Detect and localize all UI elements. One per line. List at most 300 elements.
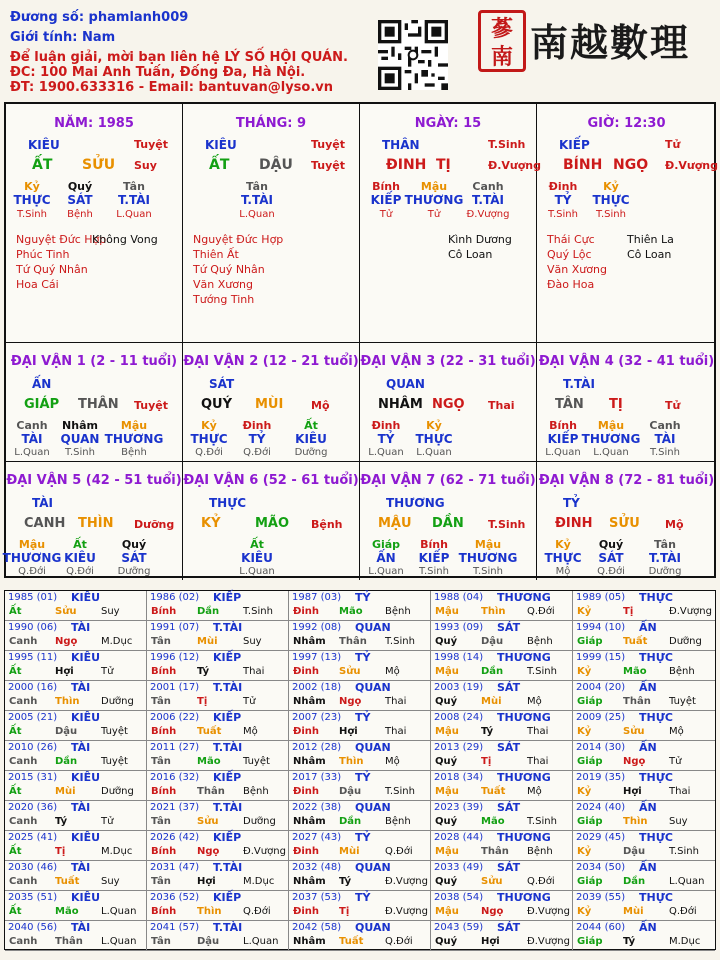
dv-hidden-stage: L.Quan (239, 566, 275, 577)
star-2: Văn Xương (547, 263, 607, 276)
hidden-stem: Tân (123, 180, 145, 193)
hidden-stage: L.Quan (116, 209, 152, 220)
year-label: 1993 (09) (434, 622, 484, 633)
year-stage: Tuyệt (101, 726, 128, 737)
year-god: ẤN (639, 741, 657, 754)
year-stem: Tân (151, 876, 171, 887)
dv-hidden-stage: L.Quan (545, 447, 581, 458)
dv-hidden-god: THỰC (544, 551, 582, 565)
year-god: T.TÀI (213, 741, 243, 754)
year-cell (431, 651, 573, 681)
dv-hidden-stage: Bệnh (121, 447, 147, 458)
year-stem: Giáp (577, 756, 603, 767)
year-cell (431, 591, 573, 621)
year-stage: M.Dục (669, 936, 701, 947)
year-branch: Tị (481, 756, 492, 767)
year-label: 2032 (48) (292, 862, 342, 873)
year-cell (431, 861, 573, 891)
year-label: 2040 (56) (8, 922, 58, 933)
year-stem: Nhâm (293, 636, 326, 647)
year-god: TÀI (71, 861, 91, 874)
dai-van-stem: QUÝ (201, 397, 233, 412)
year-stage: T.Sinh (385, 636, 415, 647)
year-branch: Mão (339, 606, 363, 617)
hidden-god: KIẾP (370, 193, 402, 207)
year-label: 2027 (43) (292, 832, 342, 843)
year-branch: Tị (55, 846, 66, 857)
pillar-2 (183, 104, 360, 342)
dai-van-stage: T.Sinh (488, 518, 526, 531)
star-2: Tứ Quý Nhân (16, 263, 88, 276)
year-cell (289, 771, 431, 801)
year-label: 1994 (10) (576, 622, 626, 633)
year-stage: Thai (385, 696, 407, 707)
dv-hidden-stage: Q.Đới (195, 447, 223, 458)
year-stage: Bệnh (527, 846, 553, 857)
year-branch: Tuất (197, 726, 222, 737)
year-cell (147, 741, 289, 771)
year-stem: Quý (435, 816, 458, 827)
year-stem: Giáp (577, 876, 603, 887)
year-stem: Canh (9, 756, 38, 767)
earthly-branch: NGỌ (613, 157, 649, 173)
year-stage: Dưỡng (101, 696, 134, 707)
year-stage: Mộ (669, 726, 684, 737)
year-label: 1992 (08) (292, 622, 342, 633)
year-stage: Suy (669, 816, 688, 827)
hidden-god: T.TÀI (472, 193, 504, 207)
dv-hidden-god: SÁT (598, 551, 624, 565)
year-branch: Thân (481, 846, 509, 857)
hidden-stage: T.Sinh (17, 209, 47, 220)
pillar-3 (360, 104, 542, 342)
dv-hidden-god: THƯƠNG (104, 432, 164, 446)
year-cell (5, 681, 147, 711)
dv-hidden-stem: Kỷ (201, 419, 217, 432)
year-god: QUAN (355, 681, 391, 694)
year-branch: Tý (481, 726, 494, 737)
year-god: KIẾP (213, 891, 242, 904)
year-stage: Thai (527, 726, 549, 737)
year-cell (147, 921, 289, 951)
year-label: 2036 (52) (150, 892, 200, 903)
year-god: THỰC (639, 651, 673, 664)
year-cell (573, 711, 715, 741)
year-stem: Tân (151, 936, 171, 947)
year-branch: Tý (339, 876, 352, 887)
year-label: 1987 (03) (292, 592, 342, 603)
dai-van-stem: NHÂM (378, 397, 423, 412)
year-stem: Ất (9, 846, 22, 857)
year-cell (5, 741, 147, 771)
dv-hidden-stage: Q.Đới (18, 566, 46, 577)
dv-hidden-stage: L.Quan (593, 447, 629, 458)
year-stage: M.Dục (243, 876, 275, 887)
year-stem: Kỷ (577, 606, 592, 617)
year-label: 2004 (20) (576, 682, 626, 693)
star-3: Hoa Cái (16, 278, 59, 291)
year-god: QUAN (355, 861, 391, 874)
year-stage: Bệnh (527, 636, 553, 647)
dai-van-title: ĐẠI VẬN 4 (32 - 41 tuổi) (538, 354, 715, 369)
year-branch: Ngọ (481, 906, 504, 917)
year-label: 2037 (53) (292, 892, 342, 903)
year-god: TỶ (355, 891, 371, 904)
hidden-stem: Quý (67, 180, 93, 193)
year-god: QUAN (355, 921, 391, 934)
year-stage: T.Sinh (669, 846, 699, 857)
year-branch: Dần (623, 876, 646, 887)
year-god: T.TÀI (213, 681, 243, 694)
dai-van-god: T.TÀI (563, 377, 595, 391)
dv-hidden-stage: L.Quan (14, 447, 50, 458)
dv-hidden-god: THỰC (190, 432, 228, 446)
dv-hidden-stem: Mậu (474, 538, 502, 551)
year-god: KIÊU (71, 831, 101, 844)
hidden-god: T.TÀI (118, 193, 150, 207)
year-cell (431, 681, 573, 711)
year-stage: Q.Đới (243, 906, 271, 917)
star-3: Đào Hoa (547, 278, 595, 291)
year-god: KIÊU (71, 651, 101, 664)
year-cell (147, 831, 289, 861)
qr-code-icon (378, 20, 448, 90)
year-label: 2002 (18) (292, 682, 342, 693)
year-label: 2013 (29) (434, 742, 484, 753)
year-cell (573, 861, 715, 891)
year-branch: Mùi (55, 786, 76, 797)
dv-hidden-god: TỶ (248, 432, 266, 446)
dai-van-title: ĐẠI VẬN 1 (2 - 11 tuổi) (10, 354, 178, 369)
year-branch: Dần (339, 816, 362, 827)
dv-hidden-god: TÀI (654, 432, 676, 446)
year-cell (147, 861, 289, 891)
dv-hidden-stem: Mậu (597, 419, 625, 432)
year-cell (573, 831, 715, 861)
dv-hidden-stem: Ất (250, 538, 264, 551)
year-stem: Kỷ (577, 786, 592, 797)
year-god: QUAN (355, 741, 391, 754)
stage-top: Tử (665, 138, 681, 151)
year-cell (431, 711, 573, 741)
year-god: THƯƠNG (497, 831, 551, 844)
dai-van-stem: CANH (24, 516, 66, 531)
year-god: THƯƠNG (497, 591, 551, 604)
year-god: KIẾP (213, 831, 242, 844)
year-cell (5, 711, 147, 741)
year-god: SÁT (497, 921, 521, 934)
dai-van-branch: NGỌ (432, 397, 465, 412)
year-stem: Đinh (293, 906, 320, 917)
dv-hidden-stage: L.Quan (416, 447, 452, 458)
star-1: Phúc Tinh (16, 248, 70, 261)
year-label: 2018 (34) (434, 772, 484, 783)
year-label: 2010 (26) (8, 742, 58, 753)
stage-top: T.Sinh (488, 138, 526, 151)
dai-van-god: ẤN (32, 377, 52, 391)
hidden-stem: Kỷ (603, 180, 619, 193)
year-cell (289, 801, 431, 831)
stem-god: KIÊU (28, 138, 60, 152)
year-stem: Đinh (293, 606, 320, 617)
year-stem: Mậu (435, 846, 459, 857)
dv-hidden-stem: Đinh (371, 419, 401, 432)
dv-hidden-stem: Quý (598, 538, 624, 551)
year-label: 2034 (50) (576, 862, 626, 873)
year-cell (573, 891, 715, 921)
hidden-stem: Kỷ (24, 180, 40, 193)
year-branch: Thân (339, 636, 367, 647)
year-god: KIÊU (71, 771, 101, 784)
year-stem: Nhâm (293, 876, 326, 887)
year-branch: Mùi (339, 846, 360, 857)
year-stem: Mậu (435, 666, 459, 677)
year-stem: Canh (9, 636, 38, 647)
address-line: ĐC: 100 Mai Anh Tuấn, Đống Đa, Hà Nội. (10, 65, 306, 80)
hidden-stage: T.Sinh (548, 209, 578, 220)
dai-van-stage: Thai (488, 399, 515, 412)
year-cell (5, 591, 147, 621)
hidden-god: T.TÀI (241, 193, 273, 207)
year-cell (5, 891, 147, 921)
hidden-stage: L.Quan (239, 209, 275, 220)
year-god: KIẾP (213, 651, 242, 664)
year-cell (573, 591, 715, 621)
year-cell (573, 801, 715, 831)
year-cell (147, 591, 289, 621)
year-stem: Kỷ (577, 906, 592, 917)
dv-hidden-god: SÁT (121, 551, 147, 565)
owner-line: Đương số: phamlanh009 (10, 10, 189, 25)
year-stem: Quý (435, 636, 458, 647)
dv-hidden-stage: L.Quan (368, 566, 404, 577)
year-cell (289, 921, 431, 951)
year-label: 2044 (60) (576, 922, 626, 933)
year-stem: Nhâm (293, 696, 326, 707)
year-stage: Bệnh (385, 606, 411, 617)
year-stage: Suy (101, 606, 120, 617)
heavenly-stem: ẤT (32, 157, 53, 173)
year-cell (573, 741, 715, 771)
hidden-stem: Tân (246, 180, 268, 193)
dv-hidden-stem: Canh (649, 419, 681, 432)
year-label: 1990 (06) (8, 622, 58, 633)
dai-van-1 (6, 342, 183, 461)
year-god: SÁT (497, 801, 521, 814)
year-god: TÀI (71, 741, 91, 754)
year-branch: Thân (623, 696, 651, 707)
dai-van-branch: TỊ (609, 397, 623, 412)
year-cell (431, 891, 573, 921)
year-branch: Dậu (339, 786, 362, 797)
dai-van-god: THƯƠNG (386, 496, 445, 510)
year-label: 1985 (01) (8, 592, 58, 603)
pillar-title: NĂM: 1985 (54, 116, 134, 131)
year-stem: Mậu (435, 906, 459, 917)
year-stage: Q.Đới (527, 876, 555, 887)
star2-1: Cô Loan (627, 248, 672, 261)
year-branch: Sửu (55, 606, 77, 617)
year-label: 2043 (59) (434, 922, 484, 933)
dai-van-title: ĐẠI VẬN 7 (62 - 71 tuổi) (360, 473, 536, 488)
year-branch: Sửu (339, 666, 361, 677)
dv-hidden-stem: Ất (73, 538, 87, 551)
year-stage: Đ.Vượng (669, 606, 712, 617)
dai-van-5 (2, 461, 183, 580)
year-stage: Đ.Vượng (385, 906, 428, 917)
dv-hidden-stage: Dưỡng (294, 447, 328, 458)
year-branch: Mão (481, 816, 505, 827)
dai-van-stage: Mộ (665, 518, 684, 531)
year-label: 2026 (42) (150, 832, 200, 843)
dv-hidden-stage: Q.Đới (66, 566, 94, 577)
hidden-stem: Đinh (548, 180, 578, 193)
year-stage: T.Sinh (527, 666, 557, 677)
dai-van-stage: Tuyệt (134, 399, 169, 412)
year-stage: Mộ (243, 726, 258, 737)
year-god: TÀI (71, 621, 91, 634)
year-stem: Mậu (435, 786, 459, 797)
year-god: SÁT (497, 621, 521, 634)
year-stage: Q.Đới (385, 936, 413, 947)
year-branch: Mùi (197, 636, 218, 647)
dv-hidden-stage: T.Sinh (65, 447, 95, 458)
dai-van-stage: Mộ (311, 399, 330, 412)
hidden-stage: Tử (427, 209, 441, 220)
dai-van-branch: THÌN (78, 516, 114, 531)
year-branch: Tuất (55, 876, 80, 887)
hidden-stage: Bệnh (67, 209, 93, 220)
year-stage: Tử (101, 666, 114, 677)
star-4: Tướng Tinh (193, 293, 255, 306)
brand-title: 南越數理 (530, 20, 691, 65)
year-stem: Canh (9, 696, 38, 707)
year-branch: Dậu (481, 636, 504, 647)
year-cell (147, 801, 289, 831)
gender-line: Giới tính: Nam (10, 30, 116, 45)
year-label: 2025 (41) (8, 832, 58, 843)
phone-email-line: ĐT: 1900.633316 - Email: bantuvan@lyso.vn (10, 80, 334, 95)
star2-1: Cô Loan (448, 248, 493, 261)
year-branch: Thìn (55, 696, 80, 707)
pillar-4 (537, 104, 719, 342)
year-stem: Nhâm (293, 756, 326, 767)
dv-hidden-stage: Mộ (555, 566, 571, 577)
year-stage: Q.Đới (669, 906, 697, 917)
dv-hidden-god: QUAN (60, 432, 100, 446)
year-cell (5, 771, 147, 801)
year-label: 2030 (46) (8, 862, 58, 873)
year-label: 2009 (25) (576, 712, 626, 723)
year-branch: Tuất (339, 936, 364, 947)
year-branch: Tị (623, 606, 634, 617)
year-branch: Hợi (481, 936, 500, 947)
year-branch: Hợi (197, 876, 216, 887)
year-stem: Đinh (293, 726, 320, 737)
year-branch: Dậu (197, 936, 220, 947)
year-branch: Sửu (197, 816, 219, 827)
stem-god: THÂN (382, 138, 420, 152)
year-stage: Tử (101, 816, 114, 827)
star-1: Quý Lộc (547, 248, 592, 261)
year-cell (147, 681, 289, 711)
year-god: TÀI (71, 681, 91, 694)
year-cell (573, 681, 715, 711)
hidden-god: TỶ (554, 193, 572, 207)
year-stage: M.Dục (101, 636, 133, 647)
year-god: T.TÀI (213, 861, 243, 874)
year-branch: Hợi (55, 666, 74, 677)
year-stage: Tử (243, 696, 256, 707)
year-god: KIÊU (71, 891, 101, 904)
year-stem: Bính (151, 606, 177, 617)
dai-van-title: ĐẠI VẬN 3 (22 - 31 tuổi) (360, 354, 536, 369)
year-stem: Ất (9, 666, 22, 677)
dai-van-2 (183, 342, 360, 461)
year-stage: Đ.Vượng (527, 936, 570, 947)
year-god: THỰC (639, 591, 673, 604)
dv-hidden-god: THƯƠNG (2, 551, 62, 565)
year-stage: Q.Đới (527, 606, 555, 617)
year-god: TỶ (355, 711, 371, 724)
year-stem: Kỷ (577, 726, 592, 737)
year-label: 2012 (28) (292, 742, 342, 753)
year-stage: Thai (243, 666, 265, 677)
hidden-stage: Đ.Vượng (466, 209, 510, 220)
year-god: THỰC (639, 891, 673, 904)
dv-hidden-stem: Tân (654, 538, 676, 551)
year-stem: Ất (9, 906, 22, 917)
year-cell (289, 591, 431, 621)
year-label: 2022 (38) (292, 802, 342, 813)
year-stem: Quý (435, 936, 458, 947)
year-stage: T.Sinh (385, 786, 415, 797)
year-cell (289, 681, 431, 711)
year-stem: Quý (435, 876, 458, 887)
year-stage: Mộ (527, 786, 542, 797)
year-cell (289, 891, 431, 921)
dai-van-stage: Tử (665, 399, 681, 412)
year-branch: Dần (481, 666, 504, 677)
year-stage: Tuyệt (669, 696, 696, 707)
dv-hidden-god: TÀI (21, 432, 43, 446)
red-seal-stamp: 蔘南 (478, 10, 526, 72)
year-stage: Đ.Vượng (527, 906, 570, 917)
year-god: THƯƠNG (497, 771, 551, 784)
year-label: 2035 (51) (8, 892, 58, 903)
year-god: QUAN (355, 621, 391, 634)
year-stage: Dưỡng (243, 816, 276, 827)
stage: Tuyệt (311, 159, 346, 172)
year-label: 2020 (36) (8, 802, 58, 813)
heavenly-stem: ẤT (209, 157, 230, 173)
year-branch: Tý (197, 666, 210, 677)
year-cell (5, 801, 147, 831)
year-god: ẤN (639, 681, 657, 694)
year-god: SÁT (497, 861, 521, 874)
dai-van-stem: ĐINH (555, 516, 593, 531)
year-god: ẤN (639, 921, 657, 934)
dv-hidden-god: KIÊU (64, 551, 96, 565)
dv-hidden-god: ẤN (376, 551, 396, 565)
year-stage: Mộ (527, 696, 542, 707)
year-branch: Tuất (481, 786, 506, 797)
dv-hidden-god: THỰC (415, 432, 453, 446)
year-branch: Tuất (623, 636, 648, 647)
year-cell (147, 621, 289, 651)
earthly-branch: SỬU (82, 157, 116, 173)
year-stage: Bệnh (385, 816, 411, 827)
